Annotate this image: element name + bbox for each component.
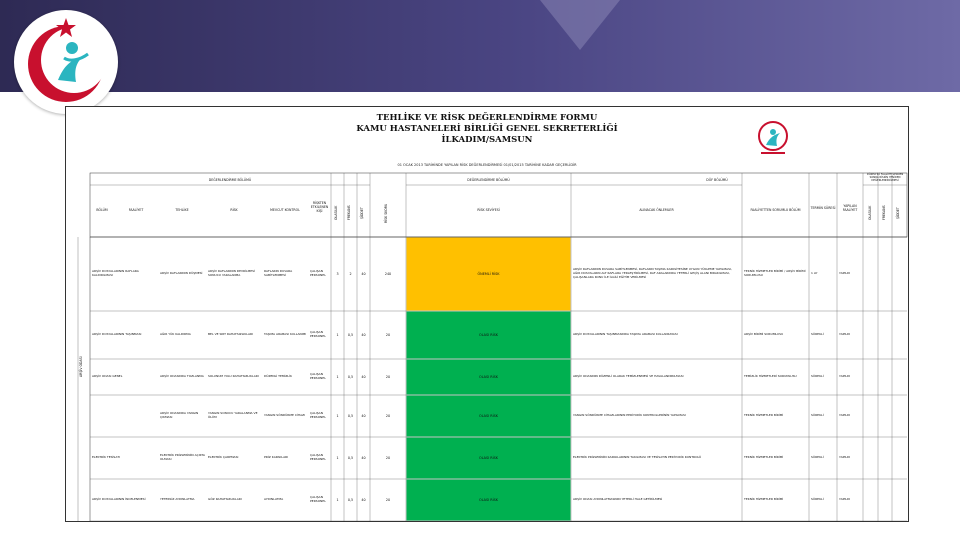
row-2-gerceklesme: YAPILDI	[839, 332, 851, 337]
row-3-risk-level: OLASI RİSK	[479, 375, 498, 379]
row-3-skor: 20	[385, 375, 391, 379]
col-header-olasilik: OLASILIK	[334, 205, 338, 221]
row-2-frekans: 0,5	[347, 333, 354, 337]
row-6-sorumlu: TEKNİK HİZMETLER BİRİMİ	[744, 497, 784, 502]
row-6-termin: SÜREKLİ	[811, 497, 824, 502]
row-4-kontrol: YANGIN SÖNDÜRME CİHAZI	[264, 413, 306, 418]
col-header-kontrol: MEVCUT KONTROL	[270, 208, 300, 212]
row-4-faaliyetler: YANGIN SÖNDÜRME CİHAZLARININ PERİYODİK KONTROLLERİNİN YAPILMASI	[573, 413, 686, 418]
title-line-1: TEHLİKE VE RİSK DEĞERLENDİRME FORMU	[376, 113, 598, 123]
col-header-frekans: FREKANS	[347, 205, 351, 221]
row-6-kontrol: AYDINLATMA	[264, 497, 284, 502]
col-header-siddet-2: ŞİDDET	[896, 207, 900, 219]
row-2-faaliyetler: ARŞİV DOSYALARININ TAŞINMASINDA TAŞIMA ARABASI KULLANILMASI	[573, 332, 678, 337]
row-4-olasilik: 1	[336, 414, 339, 418]
row-3-siddet: 40	[361, 375, 366, 379]
row-3-kontrol: DÜZENLİ TEMİZLİK	[264, 374, 292, 379]
row-3-etkilenen: ÇALIŞAN PERSONEL	[310, 372, 326, 380]
col-header-bolum: BÖLÜM	[96, 208, 108, 212]
row-4-skor: 20	[385, 414, 391, 418]
row-5-risk: ELEKTRİK ÇARPMASI	[208, 455, 239, 460]
row-5-siddet: 40	[361, 456, 366, 460]
row-2-siddet: 40	[361, 333, 366, 337]
row-5-faaliyet: ELEKTRİK TESİSATI	[92, 455, 120, 460]
group-header-action: DÖF BÖLÜMÜ	[706, 178, 728, 182]
row-4-sorumlu: TEKNİK HİZMETLER BİRİMİ	[744, 413, 784, 418]
col-header-frekans-2: FREKANS	[882, 205, 886, 221]
row-1-risk-level: ÖNEMLİ RİSK	[477, 272, 500, 276]
row-3-faaliyetler: ARŞİV ODASININ DÜZENLİ OLARAK TEMİZLENMESİ VE HAVALANDIRILMASI	[573, 374, 684, 379]
row-5-termin: SÜREKLİ	[811, 455, 824, 460]
row-5-risk-level: OLASI RİSK	[479, 456, 498, 460]
row-1-tehlike: ARŞİV RAFLARININ DÜŞMESİ	[160, 271, 203, 276]
row-5-tehlike: ELEKTRİK PRİZLERİNİN AÇIKTA OLMASI	[160, 453, 205, 461]
row-3-sorumlu: TEMİZLİK HİZMETLERİ SORUMLUSU	[744, 374, 797, 379]
row-6-tehlike: YETERSİZ AYDINLATMA	[160, 497, 195, 502]
col-header-etkilenen: RİSKTEN ETKİLENEN KİŞİ	[310, 201, 329, 213]
organization-logo	[14, 10, 118, 114]
row-1-faaliyet: ARŞİV DOSYALARININ RAFLARA KALDIRILMASI	[92, 269, 139, 277]
row-6-gerceklesme: YAPILDI	[839, 497, 851, 502]
side-section-label: ARŞİV ODASI	[79, 356, 83, 378]
row-6-risk: GÖZ RAHATSIZLIKLARI	[208, 497, 242, 502]
row-4-tehlike: ARŞİV ODASINDA YANGIN ÇIKMASI	[160, 411, 199, 419]
row-2-sorumlu: ARŞİV BİRİMİ SORUMLUSU	[744, 332, 784, 337]
row-1-etkilenen: ÇALIŞAN PERSONEL	[310, 269, 326, 277]
group-header-recheck: DÜZELTİCİ FAALİYETLERDEN SONRA RİSKİN YENİDEN DEĞERLENDİRİLMESİ	[866, 173, 904, 182]
row-6-frekans: 0,5	[347, 498, 354, 502]
row-6-faaliyetler: ARŞİV ODASI AYDINLATMASININ YETERLİ HALE GETİRİLMESİ	[573, 497, 663, 502]
row-1-frekans: 2	[349, 272, 352, 276]
row-6-risk-level: OLASI RİSK	[479, 498, 498, 502]
row-3-termin: SÜREKLİ	[811, 374, 824, 379]
row-3-faaliyet: ARŞİV ODASI GENEL	[92, 374, 123, 379]
row-2-tehlike: AĞIR YÜK KALDIRMA	[160, 332, 191, 337]
slide-banner	[0, 0, 960, 92]
row-3-olasilik: 1	[336, 375, 339, 379]
row-1-faaliyetler: ARŞİV RAFLARININ DUVARA SABİTLENMESİ, RAFLARIN TAŞIMA KAPASİTESİNE UYGUN YÜKLEME YAPILMASI, AĞIR DOSYALARIN ALT RAFLARA YERLEŞTİRİLMESİ, RAF ARALARINDA YETERLİ GEÇİŞ ALANI BIRAKILMASI, ÇALIŞANLARA KONU İLE İLGİLİ EĞİTİM VERİLMESİ	[573, 267, 732, 279]
col-header-risk: RİSK	[230, 208, 238, 212]
row-5-gerceklesme: YAPILDI	[839, 455, 851, 460]
col-header-tehlike: TEHLİKE	[175, 208, 189, 212]
row-2-risk-level: OLASI RİSK	[479, 333, 498, 337]
row-1-gerceklesme: YAPILDI	[839, 271, 851, 276]
row-5-etkilenen: ÇALIŞAN PERSONEL	[310, 453, 326, 461]
row-5-sorumlu: TEKNİK HİZMETLER BİRİMİ	[744, 455, 784, 460]
row-3-risk: SOLUNUM YOLU RAHATSIZLIKLARI	[208, 374, 259, 379]
row-6-siddet: 40	[361, 498, 366, 502]
row-2-olasilik: 1	[336, 333, 339, 337]
row-2-risk: BEL VE SIRT RAHATSIZLIKLARI	[208, 332, 253, 337]
row-4-risk: YANGIN SONUCU YARALANMA VE ÖLÜM	[208, 411, 258, 419]
col-header-sorumlu: FAALİYETTEN SORUMLU BÖLÜM	[750, 208, 801, 212]
row-3-frekans: 0,5	[347, 375, 354, 379]
row-3-gerceklesme: YAPILDI	[839, 374, 851, 379]
row-4-etkilenen: ÇALIŞAN PERSONEL	[310, 411, 326, 419]
col-header-risk-skoru: RİSK SKORU	[384, 203, 388, 223]
logo-crescent-icon	[14, 10, 118, 114]
risk-assessment-form	[65, 106, 909, 522]
group-header-analysis: DEĞERLENDİRME BÖLÜMÜ	[467, 178, 510, 182]
row-4-risk-level: OLASI RİSK	[479, 414, 498, 418]
row-1-termin: 1 AY	[811, 271, 818, 276]
row-4-termin: SÜREKLİ	[811, 413, 824, 418]
col-header-gerceklesme: YAPILAN FAALİYET	[842, 204, 858, 212]
row-5-faaliyetler: ELEKTRİK PRİZLERİNİN KAPAKLARININ TAKILMASI VE TESİSATIN PERİYODİK KONTROLÜ	[573, 455, 702, 460]
row-5-kontrol: PRİZ KAPAKLARI	[264, 455, 289, 460]
banner-decoration	[540, 0, 620, 50]
row-6-skor: 20	[385, 498, 391, 502]
title-line-2: KAMU HASTANELERİ BİRLİĞİ GENEL SEKRETERLİĞİ	[356, 124, 618, 134]
col-header-onlemler: ALINACAK ÖNLEMLER	[639, 208, 674, 212]
row-1-skor: 240	[384, 272, 392, 276]
row-4-faaliyet	[92, 398, 158, 434]
row-4-siddet: 40	[361, 414, 366, 418]
row-2-termin: SÜREKLİ	[811, 332, 824, 337]
row-4-gerceklesme: YAPILDI	[839, 413, 851, 418]
row-3-tehlike: ARŞİV ODASINDA TOZLANMA	[160, 374, 204, 379]
col-header-risk-seviyesi: RİSK SEVİYESİ	[477, 208, 500, 212]
row-4-frekans: 0,5	[347, 414, 354, 418]
row-6-olasilik: 1	[336, 498, 339, 502]
row-2-etkilenen: ÇALIŞAN PERSONEL	[310, 330, 326, 338]
col-header-olasilik-2: OLASILIK	[868, 205, 872, 221]
row-1-olasilik: 3	[336, 272, 339, 276]
title-line-3: İLKADIM/SAMSUN	[441, 135, 533, 145]
row-1-risk: ARŞİV RAFLARININ DEVRİLMESİ SONUCU YARALANMA	[208, 269, 255, 277]
row-5-olasilik: 1	[336, 456, 339, 460]
row-6-faaliyet: ARŞİV DOSYALARININ İNCELENMESİ	[92, 497, 146, 502]
row-2-faaliyet: ARŞİV DOSYALARININ TAŞINMASI	[92, 332, 142, 337]
group-header-evaluation: DEĞERLENDİRME BÖLÜMÜ	[208, 178, 252, 182]
row-6-etkilenen: ÇALIŞAN PERSONEL	[310, 495, 326, 503]
col-header-siddet: ŞİDDET	[360, 207, 364, 219]
col-header-faaliyet: FAALİYET	[128, 208, 144, 212]
row-2-kontrol: TAŞIMA ARABASI KULLANIMI	[264, 332, 307, 337]
col-header-termin: TERMİN SÜRESİ	[810, 206, 836, 210]
row-5-frekans: 0,5	[347, 456, 354, 460]
row-1-kontrol: RAFLARIN DUVARA SABİTLENMESİ	[264, 269, 293, 277]
row-1-siddet: 40	[361, 272, 366, 276]
validity-note: 01 OCAK 2013 TARİHİNDE YAPILAN RİSK DEĞERLENDİRMESİ 01/01/2015 TARİHİNE KADAR GEÇERLİDİR	[397, 163, 577, 167]
row-1-sorumlu: TEKNİK HİZMETLER BİRİMİ / ARŞİV BİRİMİ SORUMLUSU	[744, 269, 806, 277]
row-5-skor: 20	[385, 456, 391, 460]
row-2-skor: 20	[385, 333, 391, 337]
